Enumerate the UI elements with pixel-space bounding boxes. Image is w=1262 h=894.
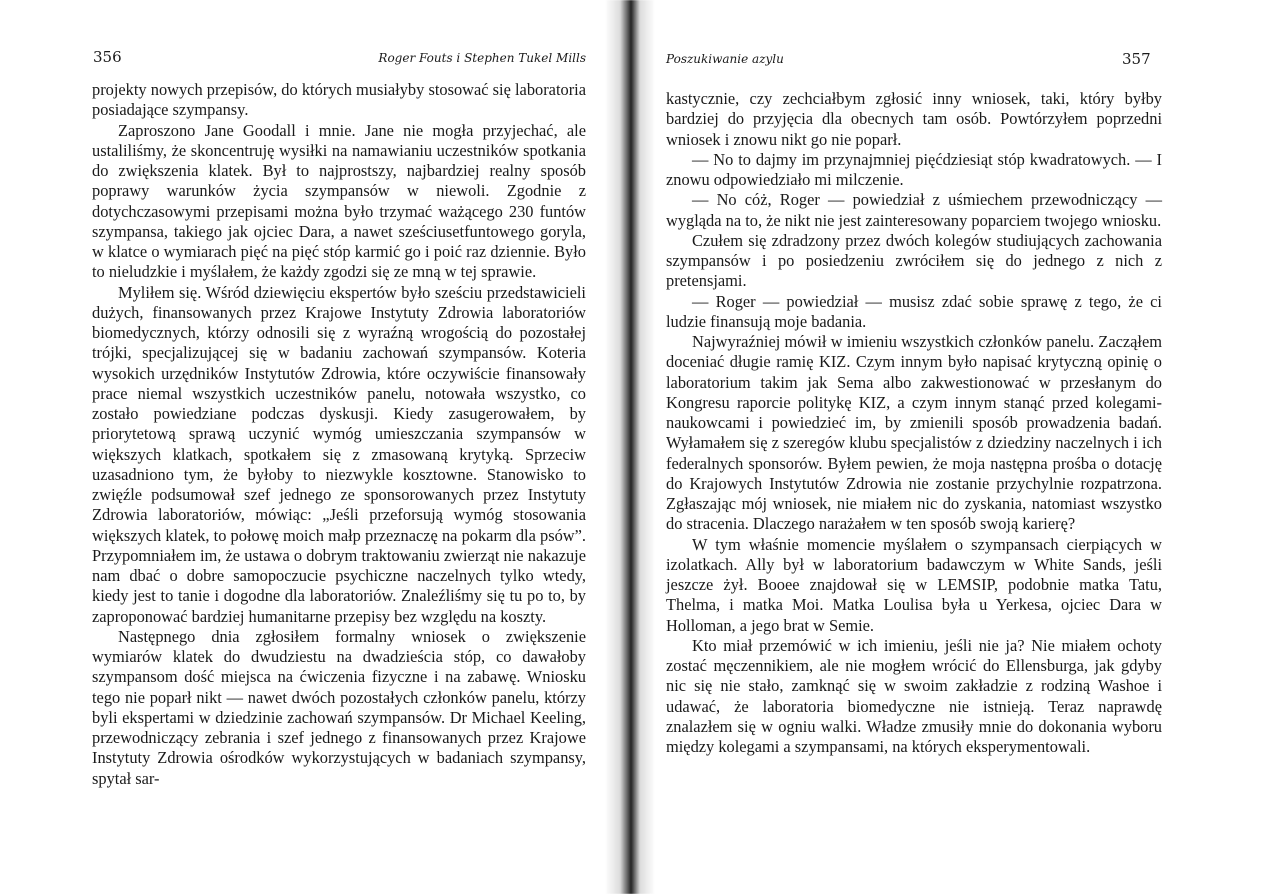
running-header-right: Poszukiwanie azylu	[666, 52, 784, 66]
paragraph: kastycznie, czy zechciałbym zgłosić inny wniosek, taki, który byłby bardziej do przyjęcia dla obecnych tam osób. Powtórzyłem poprzedni wniosek i znowu nikt go nie poparł.	[666, 89, 1162, 149]
paragraph: Czułem się zdradzony przez dwóch kolegów studiujących zachowania szympansów i po posiedzeniu zwróciłem się do jednego z nich z pretensjami.	[666, 230, 1162, 291]
paragraph: projekty nowych przepisów, do których musiałyby stosować się laboratoria posiadające szympansy.	[92, 80, 586, 120]
left-page	[0, 0, 620, 894]
paragraph: — No to dajmy im przynajmniej pięćdziesiąt stóp kwadratowych. — I znowu odpowiedziało mi milczenie.	[666, 149, 1162, 189]
paragraph: Zaproszono Jane Goodall i mnie. Jane nie mogła przyjechać, ale ustaliliśmy, że skoncentruję wysiłki na namawianiu uczestników spotkania do zwiększenia klatek. Był to najprostszy, najbardziej realny sposób poprawy warunków życia szympansów w niewoli. Zgodnie z dotychczasowymi przepisami można było trzymać ważącego 230 funtów szympansa, takiego jak ojciec Dara, a nawet sześciusetfuntowego goryla, w klatce o wymiarach pięć na pięć stóp karmić go i poić raz dziennie. Było to nieludzkie i myślałem, że każdy zgodzi się ze mną w tej sprawie.	[92, 120, 586, 282]
paragraph: Kto miał przemówić w ich imieniu, jeśli nie ja? Nie miałem ochoty zostać męczennikiem, ale nie mogłem wrócić do Ellensburga, jak gdyby nic się nie stało, zamknąć się w swoim zakładzie z rodziną Washoe i udawać, że laboratoria biomedyczne nie istnieją. Teraz naprawdę znalazłem się w ogniu walki. Władze zmusiły mnie do dokonania wyboru między kolegami a szympansami, na których eksperymentowali.	[666, 635, 1162, 756]
paragraph: Następnego dnia zgłosiłem formalny wniosek o zwiększenie wymiarów klatek do dwudziestu na dwadzieścia stóp, co dawałoby szympansom dość miejsca na ćwiczenia fizyczne i na zabawę. Wniosku tego nie poparł nikt — nawet dwóch pozostałych członków panelu, którzy byli ekspertami w dziedzinie zachowań szympansów. Dr Michael Keeling, przewodniczący zebrania i szef jednego z finansowanych przez Krajowe Instytuty Zdrowia ośrodków wykorzystujących w badaniach szympansy, spytał sar-	[92, 626, 586, 788]
page-number-left: 356	[93, 48, 122, 66]
paragraph: Najwyraźniej mówił w imieniu wszystkich członków panelu. Zacząłem doceniać długie ramię KIZ. Czym innym było napisać krytyczną opinię o laboratorium takim jak Sema albo zakwestionować w przesłanym do Kongresu raporcie politykę KIZ, a czym innym stanąć przed kolegami-naukowcami i powiedzieć im, by zmienili sposób prowadzenia badań. Wyłamałem się z szeregów klubu specjalistów z dziedziny naczelnych i ich federalnych sponsorów. Byłem pewien, że moja następna prośba o dotację do Krajowych Instytutów Zdrowia nie zostanie przychylnie rozpatrzona. Zgłaszając mój wniosek, nie miałem nic do zyskania, natomiast wszystko do stracenia. Dlaczego narażałem w ten sposób swoją karierę?	[666, 332, 1162, 534]
right-page-body	[666, 89, 1162, 757]
paragraph: Myliłem się. Wśród dziewięciu ekspertów było sześciu przedstawicieli dużych, finansowanych przez Krajowe Instytuty Zdrowia laboratoriów biomedycznych, którzy odnosili się z wyraźną wrogością do pozostałej trójki, specjalizującej się w badaniu zachowań szympansów. Koteria wysokich urzędników Instytutów Zdrowia, które oczywiście finansowały prace niemal wszystkich uczestników panelu, notowała wszystko, co zostało powiedziane podczas dyskusji. Kiedy zasugerowałem, by priorytetową sprawą uczynić wymóg umieszczania szympansów w większych klatkach, spotkałem się z zmasowaną krytyką. Sprzeciw uzasadniono tym, że byłoby to niezwykle kosztowne. Stanowisko to zwięźle podsumował szef jednego ze sponsorowanych przez Instytuty Zdrowia laboratoriów, mówiąc: „Jeśli przeforsują wymóg stosowania większych klatek, to połowę moich małp przeznaczę na pokarm dla psów”. Przypomniałem im, że ustawa o dobrym traktowaniu zwierząt nie nakazuje nam dbać o dobre samopoczucie psychiczne naczelnych tylko wtedy, kiedy jest to tanie i dogodne dla laboratoriów. Znaleźliśmy się tu po to, by zaproponować bardziej humanitarne przepisy bez względu na koszty.	[92, 282, 586, 626]
page-number-right: 357	[1122, 50, 1151, 68]
paragraph: — Roger — powiedział — musisz zdać sobie sprawę z tego, że ci ludzie finansują moje badania.	[666, 291, 1162, 331]
paragraph: — No cóż, Roger — powiedział z uśmiechem przewodniczący — wygląda na to, że nikt nie jest zainteresowany poparciem twojego wniosku.	[666, 190, 1162, 230]
right-page	[640, 0, 1262, 894]
left-page-body	[92, 80, 586, 789]
paragraph: W tym właśnie momencie myślałem o szympansach cierpiących w izolatkach. Ally był w laboratorium badawczym w White Sands, jeśli jeszcze żył. Booee znajdował się w LEMSIP, podobnie matka Tatu, Thelma, i matka Moi. Matka Loulisa była u Yerkesa, ojciec Dara w Holloman, a jego brat w Semie.	[666, 534, 1162, 635]
running-header-left: Roger Fouts i Stephen Tukel Mills	[378, 51, 586, 65]
